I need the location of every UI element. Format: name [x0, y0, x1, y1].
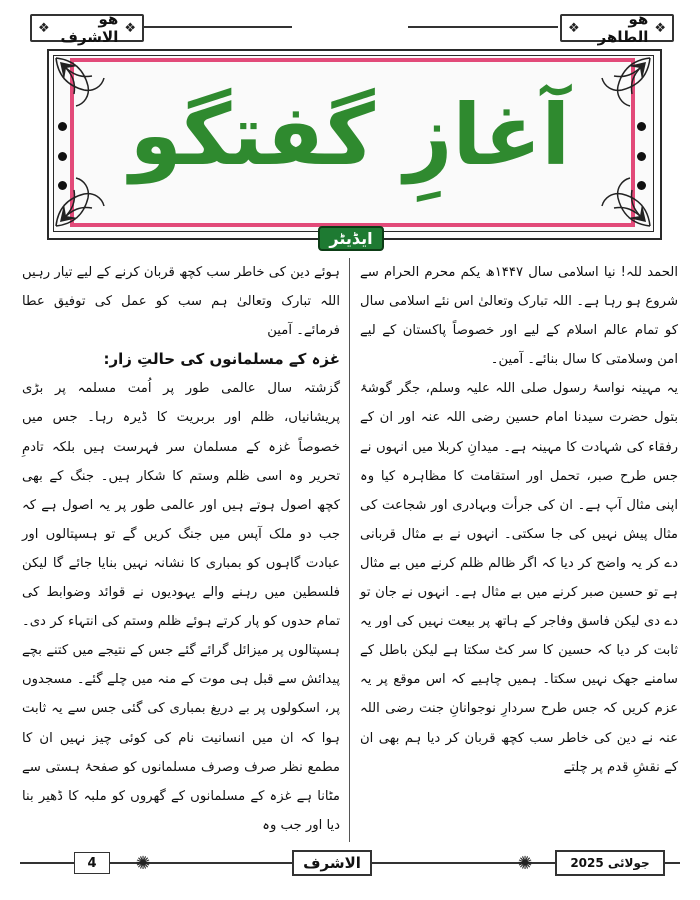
header-label-left: هو الاشرف [60, 10, 119, 46]
sun-ornament-icon: ✺ [517, 852, 533, 874]
footer-magazine-name: الاشرف [303, 854, 361, 872]
sun-ornament-icon: ✺ [135, 852, 151, 874]
frame-dot [637, 181, 646, 190]
byline-badge: ایڈیٹر [318, 226, 384, 251]
section-heading: غزہ کے مسلمانوں کی حالتِ زار: [103, 350, 340, 369]
header-label-right-box [560, 10, 674, 46]
frame-dot [637, 122, 646, 131]
header-label-left-box [30, 10, 144, 46]
ornament-icon: ❖ [124, 20, 136, 36]
corner-flourish-icon [592, 56, 652, 112]
page-number: 4 [74, 852, 110, 874]
header-rule-left [142, 26, 292, 28]
frame-dot [58, 122, 67, 131]
column-left [22, 258, 340, 840]
paragraph: الحمد للہ! نیا اسلامی سال ۱۴۴۷ھ یکم محرم الحرام سے شروع ہو رہا ہے۔ اللہ تبارک وتعالیٰ اس نئے اسلامی سال کو تمام عالم اسلام کے لیے اور خصوصاً پاکستان کے لیے امن وسلامتی کا سال بنائے۔ آمین۔ [360, 265, 678, 368]
page-title: آغازِ گفتگو [129, 86, 571, 184]
footer-issue-date: جولائی 2025 [570, 856, 650, 870]
ornament-icon: ❖ [568, 20, 580, 36]
paragraph: ہوئے دین کی خاطر سب کچھ قربان کرنے کے لیے تیار رہیں اللہ تبارک وتعالیٰ ہم سب کو عمل کی توفیق عطا فرمائے۔ آمین [22, 265, 340, 339]
footer-magazine-box [292, 850, 372, 876]
frame-dot [58, 152, 67, 161]
column-right [360, 258, 678, 782]
frame-dot [637, 152, 646, 161]
paragraph: گزشتہ سال عالمی طور پر اُمت مسلمہ پر بڑی پریشانیاں، ظلم اور بربریت کا ڈیرہ رہا۔ جس میں خصوصاً غزہ کے مسلمان سر فہرست ہیں بلکہ تادمِ تحریر وہ اسی ظلم وستم کا شکار ہیں۔ جنگ کے بھی کچھ اصول ہوتے ہیں اور عالمی طور پر یہ اصول ہے کہ جب دو ملک آپس میں جنگ کریں گے تو ہسپتالوں اور عبادت گاہوں کو بمباری کا نشانہ نہیں بنایا جائے گا لیکن فلسطین میں رہنے والے یہودیوں نے قوائد وضوابط کی تمام حدوں کو پار کرتے ہوئے ظلم وستم کی انتہاء کر دی۔ ہسپتالوں پر میزائل گرائے گئے جس کے نتیجے میں کتنے بچے پیدائش سے قبل ہی موت کے منہ میں چلے گئے۔ مسجدوں پر، اسکولوں پر بے دریغ بمباری کی گئی جس سے یہ ثابت ہوا کہ ان میں انسانیت نام کی کوئی چیز نہیں ان کا مطمع نظر صرف وصرف مسلمانوں کو صفحۂ ہستی سے مٹانا ہے غزہ کے مسلمانوں کے گھروں کو ملبہ کا ڈھیر بنا دیا اور جب وہ [22, 381, 340, 833]
ornament-icon: ❖ [654, 20, 666, 36]
paragraph: یہ مہینہ نواسۂ رسول صلی اللہ علیہ وسلم، جگر گوشۂ بتول حضرت سیدنا امام حسین رضی اللہ عنہ اور ان کے رفقاء کی شہادت کا مہینہ ہے۔ میدانِ کربلا میں انہوں نے جس طرح صبر، تحمل اور استقامت کا مظاہرہ کیا وہ اپنی مثال آپ ہے۔ ان کی جرأت وبہادری اور شجاعت کی مثال پیش نہیں کی جا سکتی۔ انہوں نے بے مثال قربانی دے کر یہ واضح کر دیا کہ اگر ظالم ظلم کرنے میں بے مثال ہے تو حسین صبر کرنے میں بے مثال ہے۔ انہوں نے جان تو دے دی لیکن فاسق وفاجر کے ہاتھ پر بیعت نہیں کی اور یہ ثابت کر دیا کہ حسین کا سر کٹ سکتا ہے لیکن باطل کے سامنے جھک نہیں سکتا۔ ہمیں چاہیے کہ اس موقع پر یہ عزم کریں کہ جس طرح سردارِ نوجوانانِ جنت رضی اللہ عنہ نے دین کی خاطر سب کچھ قربان کر دیا ہم بھی ان کے نقشِ قدم پر چلتے [360, 381, 678, 775]
header-label-right: هو الطاهر [597, 10, 649, 46]
column-divider [349, 258, 350, 842]
ornament-icon: ❖ [38, 20, 50, 36]
header-rule-right [408, 26, 558, 28]
frame-dot [58, 181, 67, 190]
footer-date-box [555, 850, 665, 876]
